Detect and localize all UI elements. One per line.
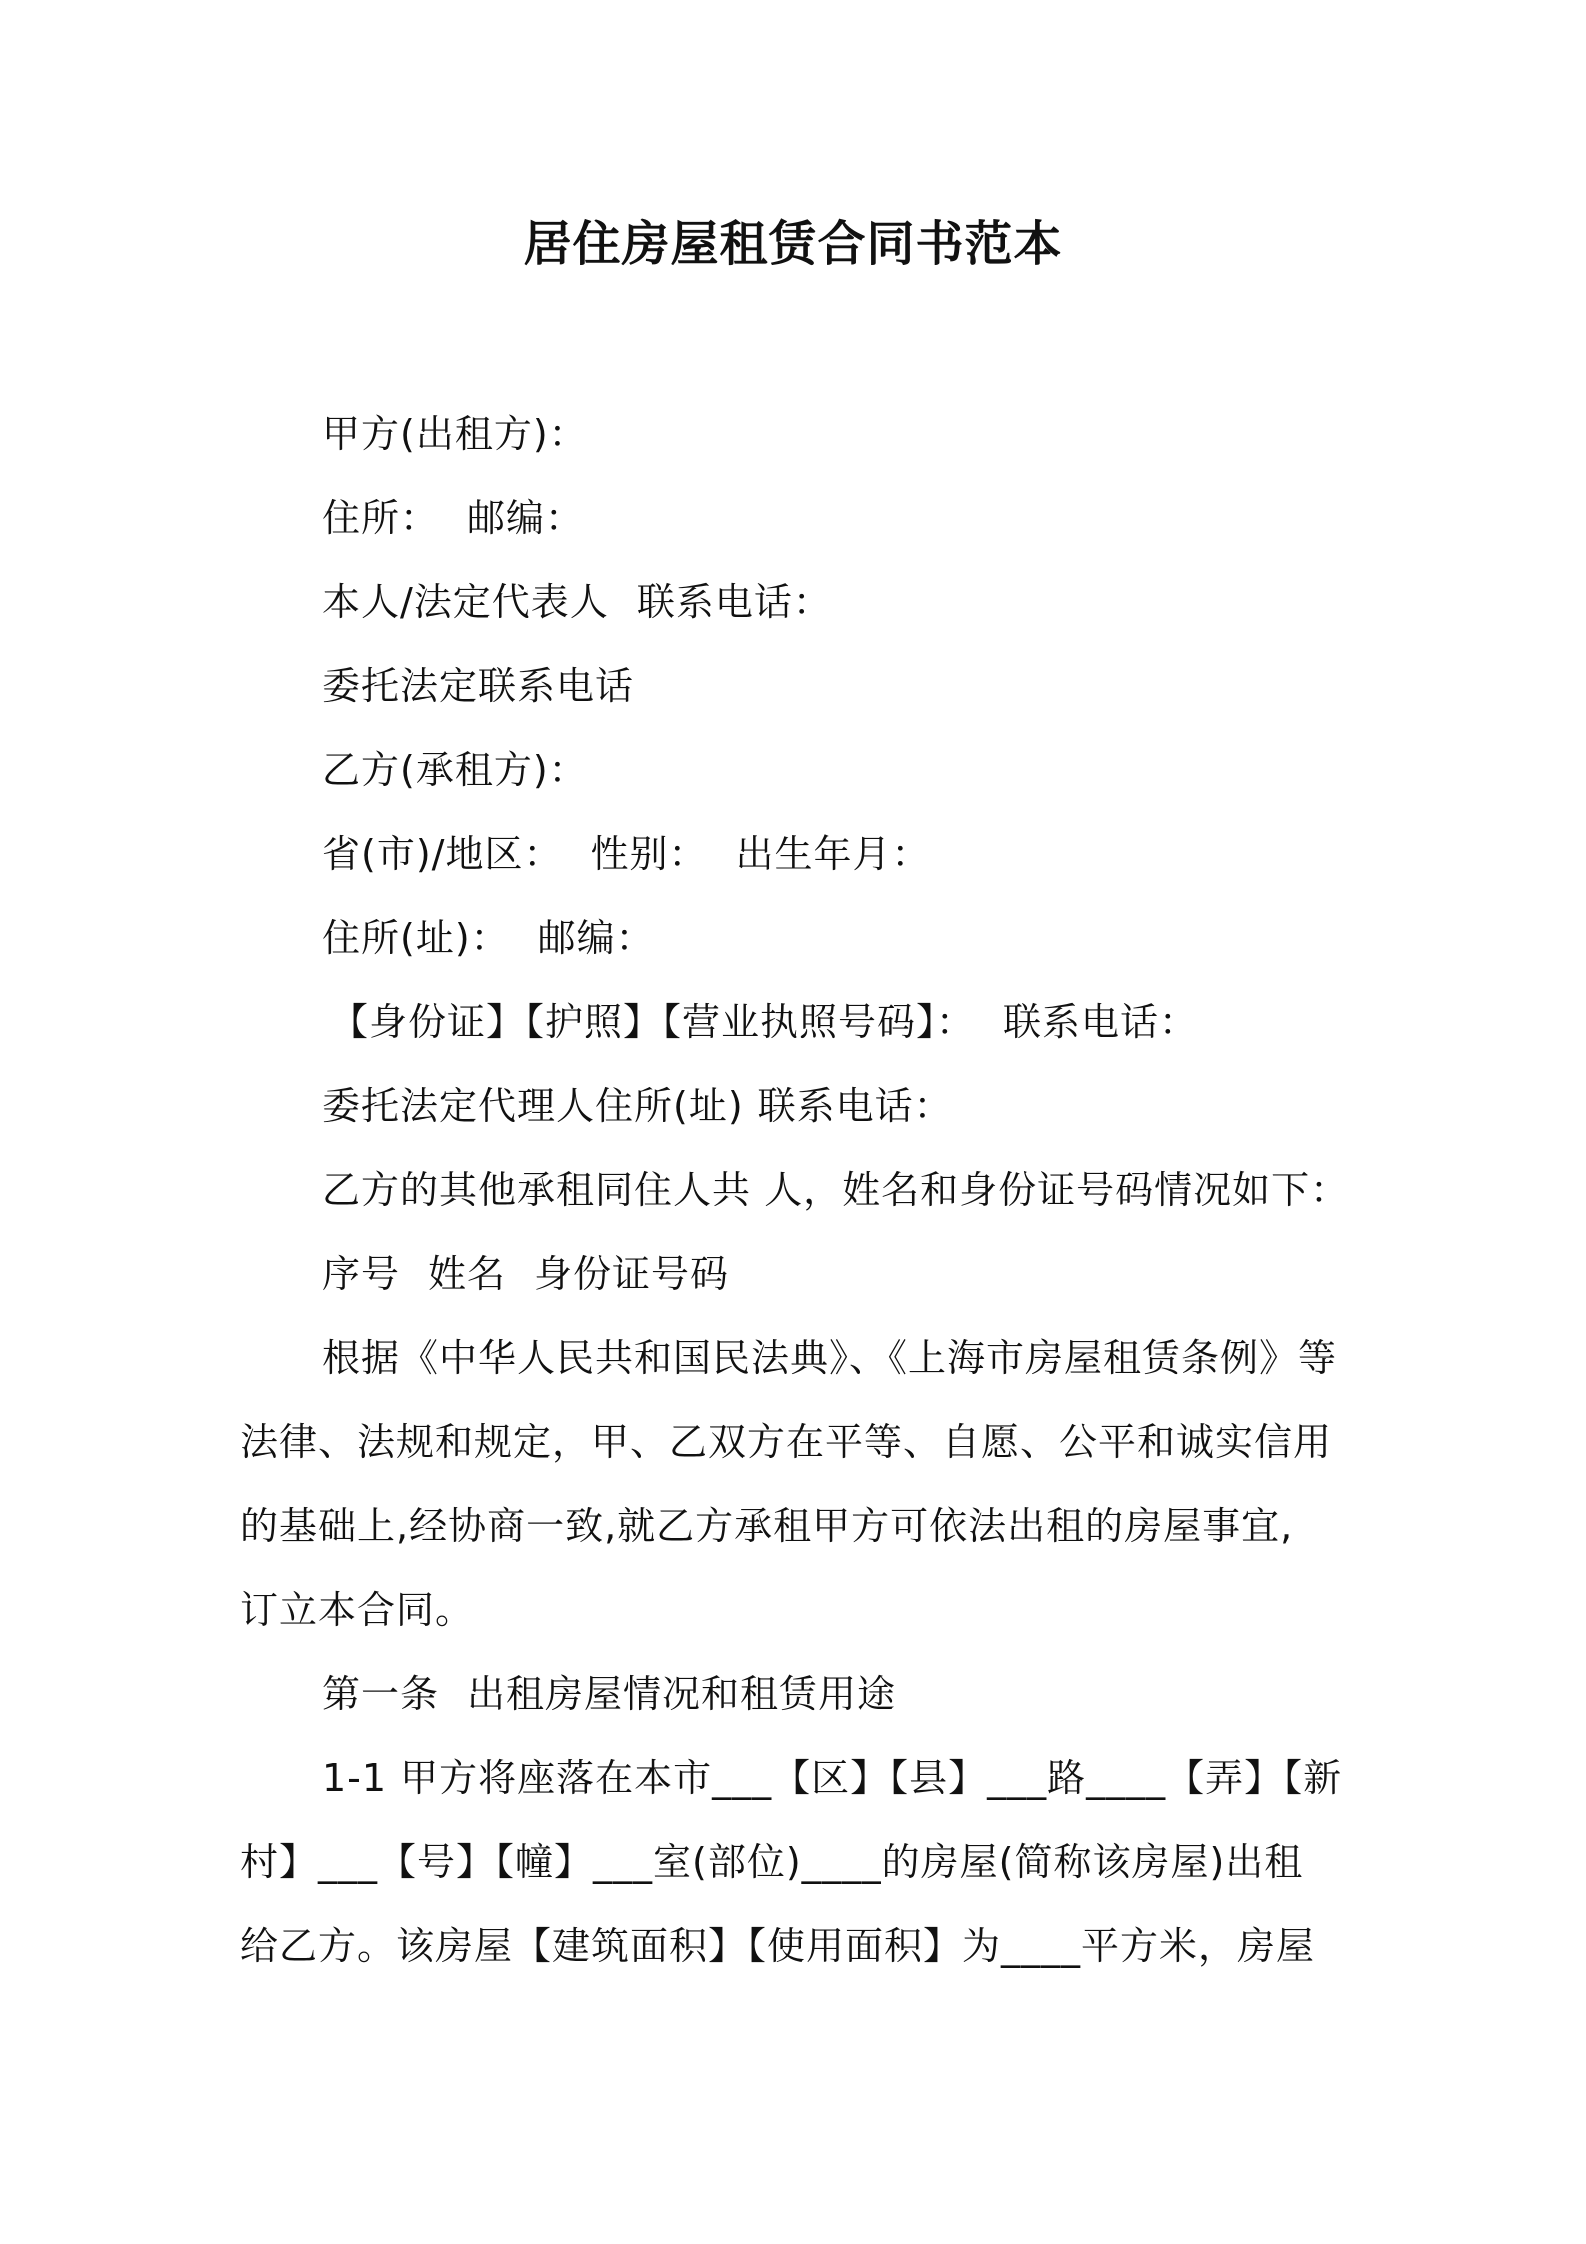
party-a-agent-line: 委托法定联系电话 <box>322 664 635 708</box>
preamble-line-3: 的基础上,经协商一致,就乙方承租甲方可依法出租的房屋事宜, <box>240 1504 1294 1548</box>
party-a-postcode-label: 邮编： <box>467 496 585 540</box>
party-b-region-line <box>322 826 931 882</box>
party-b-gender-label: 性别： <box>590 832 708 876</box>
article1-line-2: 村】___【号】【幢】___室(部位)____的房屋(简称该房屋)出租 <box>240 1840 1304 1884</box>
preamble-line-4: 订立本合同。 <box>240 1588 475 1632</box>
table-name-header: 姓名 <box>428 1252 507 1296</box>
party-b-agent-label: 委托法定代理人住所(址) <box>322 1084 744 1128</box>
article1-line-1: 1-1 甲方将座落在本市___【区】【县】___路____【弄】【新 <box>322 1756 1343 1800</box>
article1-title: 出租房屋情况和租赁用途 <box>467 1672 897 1716</box>
party-b-postcode-label: 邮编： <box>537 916 655 960</box>
table-id-header: 身份证号码 <box>534 1252 730 1296</box>
preamble-line-1: 根据《中华人民共和国民法典》、《上海市房屋租赁条例》等 <box>322 1336 1338 1380</box>
party-b-cohabitants-line: 乙方的其他承租同住人共 人，姓名和身份证号码情况如下： <box>322 1168 1350 1212</box>
party-a-phone-label: 联系电话： <box>636 580 832 624</box>
article1-number: 第一条 <box>322 1672 440 1716</box>
preamble-line-2: 法律、法规和规定，甲、乙双方在平等、自愿、公平和诚实信用 <box>240 1420 1333 1464</box>
table-seq-header: 序号 <box>322 1252 401 1296</box>
cohabitants-table-header <box>322 1246 729 1302</box>
party-a-representative-line <box>322 574 832 630</box>
document-title: 居住房屋租赁合同书范本 <box>523 216 1063 272</box>
party-a-representative-label: 本人/法定代表人 <box>322 580 609 624</box>
party-b-address-line <box>322 910 655 966</box>
article1-line-3: 给乙方。该房屋【建筑面积】【使用面积】为____平方米，房屋 <box>240 1924 1316 1968</box>
party-b-agent-phone-label: 联系电话： <box>757 1084 953 1128</box>
party-a-address-label: 住所： <box>322 496 440 540</box>
party-b-phone-label: 联系电话： <box>1003 1000 1199 1044</box>
party-a-label: 甲方(出租方)： <box>322 412 588 456</box>
party-b-region-label: 省(市)/地区： <box>322 832 563 876</box>
article1-heading <box>322 1666 896 1722</box>
party-b-label: 乙方(承租方)： <box>322 748 588 792</box>
party-b-id-line <box>330 994 1198 1050</box>
party-b-agent-line <box>322 1078 953 1134</box>
party-a-address-line <box>322 490 584 546</box>
party-b-birth-label: 出生年月： <box>735 832 931 876</box>
party-b-address-label: 住所(址)： <box>322 916 510 960</box>
party-b-id-types-label: 【身份证】【护照】【营业执照号码】： <box>330 1000 976 1044</box>
